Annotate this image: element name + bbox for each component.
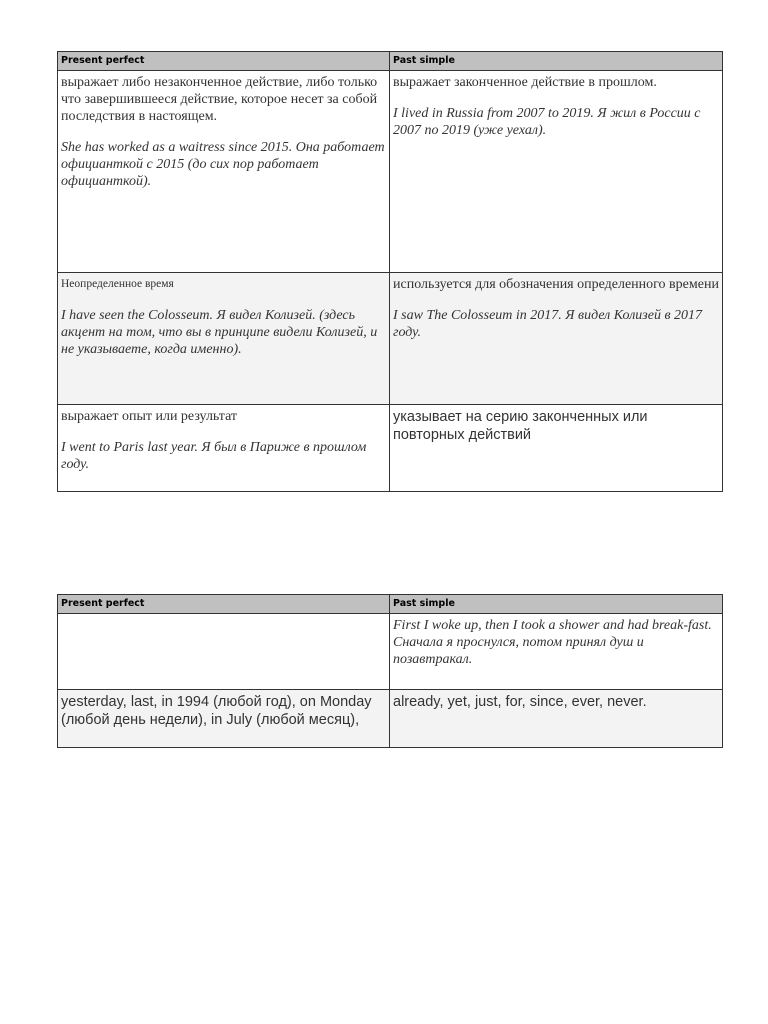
table-cell: [390, 690, 723, 748]
cell-example: I saw The Colosseum in 2017. Я видел Колизей в 2017 году.: [393, 308, 703, 340]
cell-description: already, yet, just, for, since, ever, never.: [393, 694, 647, 710]
cell-description: используется для обозначения определенного времени: [393, 277, 719, 292]
cell-description: выражает либо незаконченное действие, либо только что завершившееся действие, которое несет за собой последствия в настоящем.: [61, 75, 378, 124]
cell-example: First I woke up, then I took a shower and had break-fast. Сначала я проснулся, потом принял душ и позавтракал.: [393, 618, 712, 667]
table-cell: [58, 614, 390, 690]
table-cell: [390, 405, 723, 492]
table-row: [58, 71, 723, 273]
cell-description: yesterday, last, in 1994 (любой год), on Monday (любой день недели), in July (любой месяц),: [61, 694, 372, 728]
table-cell: [390, 614, 723, 690]
cell-description: указывает на серию законченных или повторных действий: [393, 409, 648, 443]
column-header-past-simple: Past simple: [390, 595, 723, 614]
table-row: [58, 405, 723, 492]
table-cell: [390, 273, 723, 405]
cell-description: выражает законченное действие в прошлом.: [393, 75, 657, 90]
table-header-row: [58, 595, 723, 614]
column-header-present-perfect: Present perfect: [58, 595, 390, 614]
table-row: [58, 614, 723, 690]
comparison-table-2: [57, 594, 723, 748]
cell-example: She has worked as a waitress since 2015. Она работает официанткой с 2015 (до сих пор работает официанткой).: [61, 140, 385, 189]
cell-example: I lived in Russia from 2007 to 2019. Я жил в России с 2007 по 2019 (уже уехал).: [393, 106, 701, 138]
cell-description: выражает опыт или результат: [61, 409, 238, 424]
table-row: [58, 273, 723, 405]
table-cell: [58, 273, 390, 405]
cell-description: Неопределенное время: [61, 278, 174, 290]
cell-example: I have seen the Colosseum. Я видел Колизей. (здесь акцент на том, что вы в принципе видели Колизей, и не указываете, когда именно).: [61, 308, 378, 357]
table-cell: [58, 71, 390, 273]
column-header-past-simple: Past simple: [390, 52, 723, 71]
column-header-present-perfect: Present perfect: [58, 52, 390, 71]
cell-example: I went to Paris last year. Я был в Париже в прошлом году.: [61, 440, 367, 472]
table-cell: [390, 71, 723, 273]
table-cell: [58, 690, 390, 748]
table-row: [58, 690, 723, 748]
comparison-table-1: [57, 51, 723, 492]
table-header-row: [58, 52, 723, 71]
table-cell: [58, 405, 390, 492]
